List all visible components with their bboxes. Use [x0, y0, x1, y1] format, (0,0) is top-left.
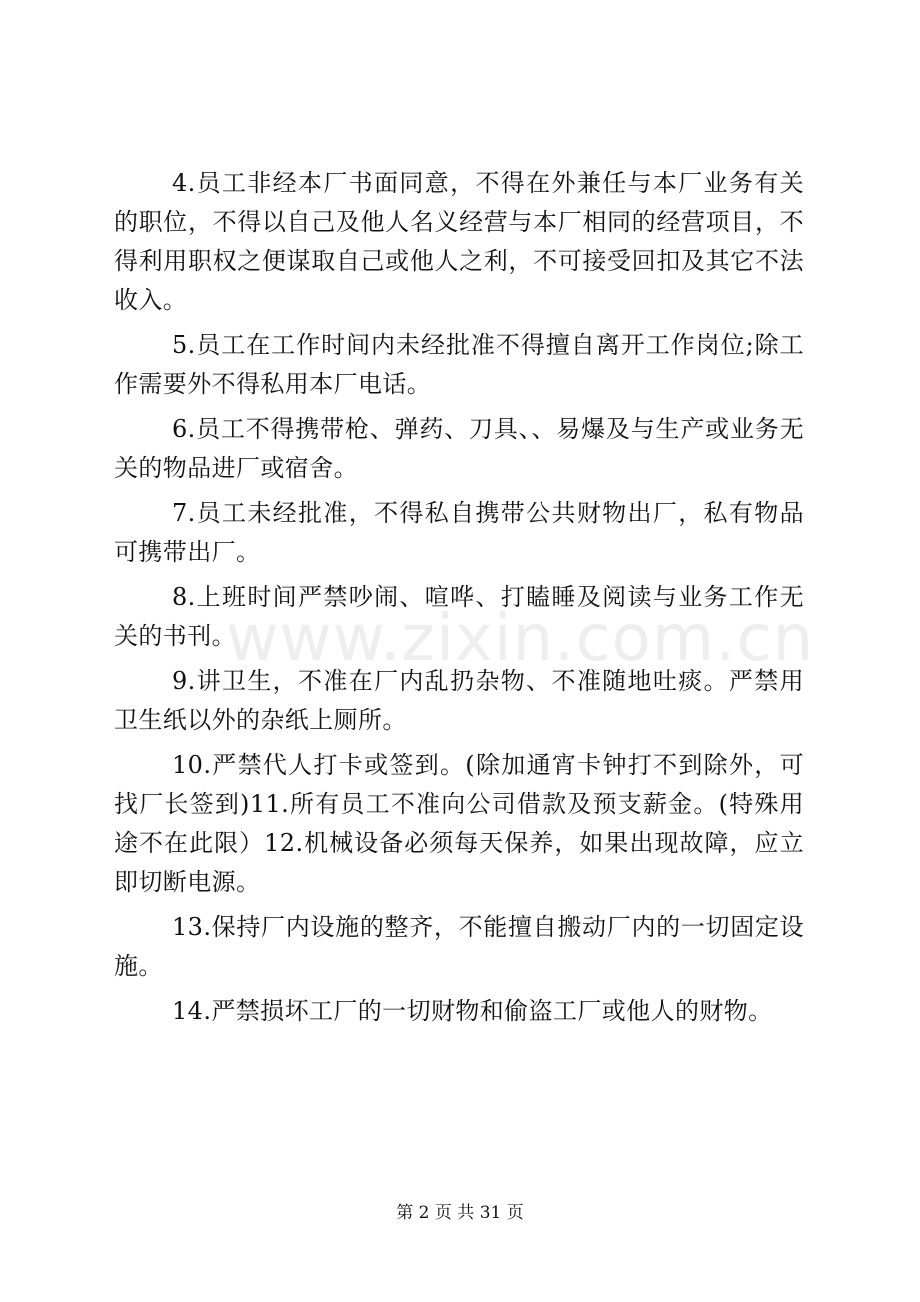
document-body	[114, 164, 815, 1037]
paragraph-item-8: 8.上班时间严禁吵闹、喧哗、打瞌睡及阅读与业务工作无关的书刊。	[114, 583, 804, 650]
paragraph-item-7: 7.员工未经批准，不得私自携带公共财物出厂，私有物品可携带出厂。	[114, 499, 804, 566]
paragraph-item-4: 4.员工非经本厂书面同意，不得在外兼任与本厂业务有关的职位，不得以自己及他人名义经营与本厂相同的经营项目，不得利用职权之便谋取自己或他人之利，不可接受回扣及其它不法收入。	[114, 169, 804, 314]
paragraph-item-13: 13.保持厂内设施的整齐，不能擅自搬动厂内的一切固定设施。	[114, 913, 804, 980]
paragraph-item-14: 14.严禁损坏工厂的一切财物和偷盗工厂或他人的财物。	[172, 997, 773, 1025]
page-number-footer: 第 2 页 共 31 页	[396, 1203, 524, 1223]
paragraph-item-5: 5.员工在工作时间内未经批准不得擅自离开工作岗位;除工作需要外不得私用本厂电话。	[114, 331, 804, 398]
paragraph-item-6: 6.员工不得携带枪、弹药、刀具、、易爆及与生产或业务无关的物品进厂或宿舍。	[114, 415, 804, 482]
paragraph-item-9: 9.讲卫生，不准在厂内乱扔杂物、不准随地吐痰。严禁用卫生纸以外的杂纸上厕所。	[114, 667, 804, 734]
watermark: www.zixin.com.cn	[226, 602, 815, 676]
paragraph-item-10-12: 10.严禁代人打卡或签到。(除加通宵卡钟打不到除外，可找厂长签到)11.所有员工不准向公司借款及预支薪金。(特殊用途不在此限）12.机械设备必须每天保养，如果出现故障，应立即切断电源。	[114, 751, 804, 896]
